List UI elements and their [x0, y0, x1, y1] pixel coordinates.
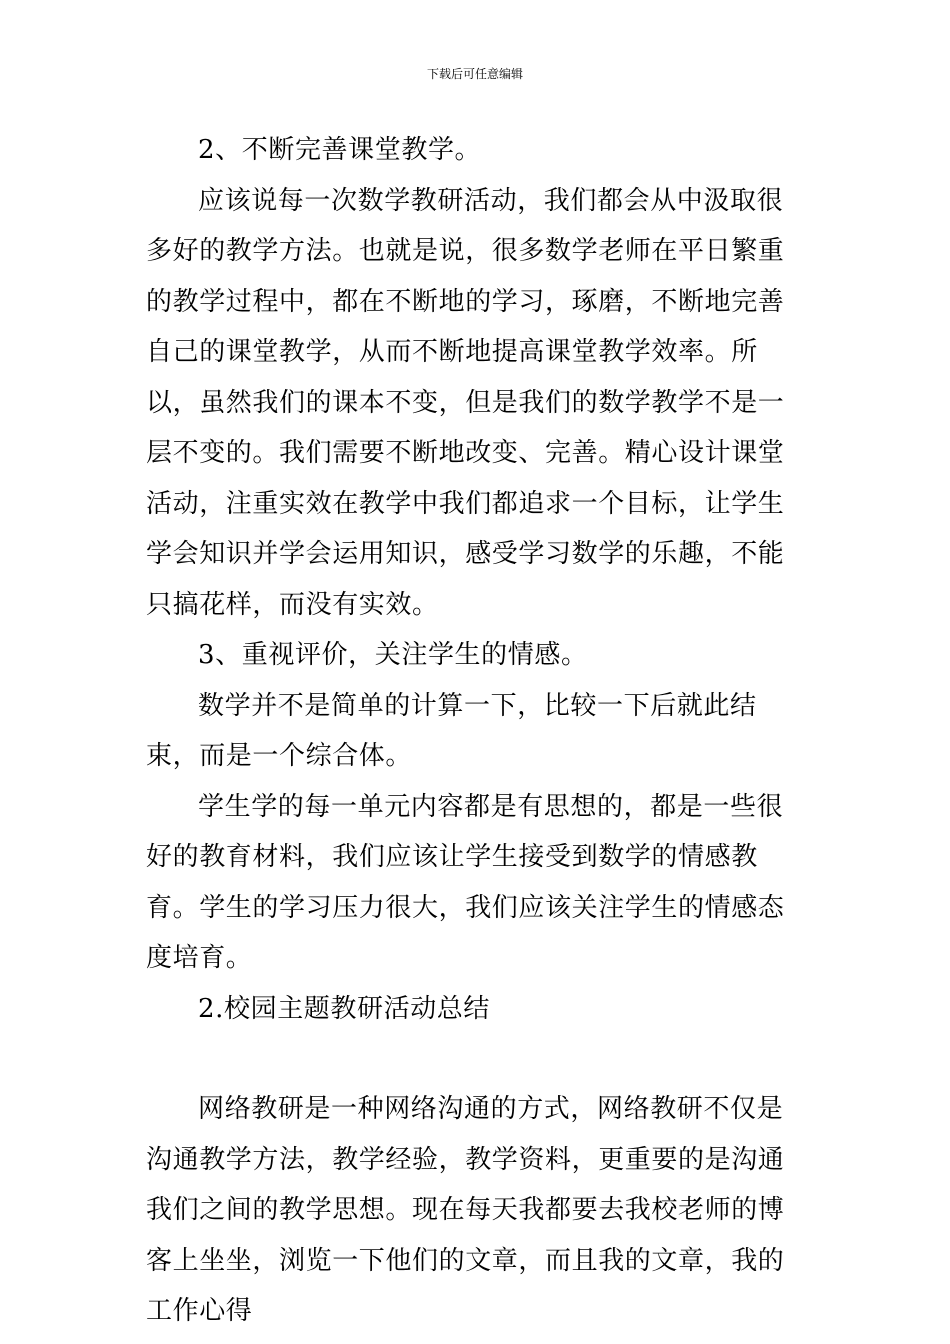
blank-line: [146, 1034, 808, 1084]
paragraph-online-research: 网络教研是一种网络沟通的方式，网络教研不仅是沟通教学方法，教学经验，教学资料，更重要的是沟通我们之间的教学思想。现在每天我都要去我校老师的博客上坐坐，浏览一下他们的文章，而且我的文章，我的工作心得: [146, 1094, 785, 1326]
paragraph-teaching-methods: 应该说每一次数学教研活动，我们都会从中汲取很多好的教学方法。也就是说，很多数学老师在平日繁重的教学过程中，都在不断地的学习，琢磨，不断地完善自己的课堂教学，从而不断地提高课堂教学效率。所以，虽然我们的课本不变，但是我们的数学教学不是一层不变的。我们需要不断地改变、完善。精心设计课堂活动，注重实效在教学中我们都追求一个目标，让学生学会知识并学会运用知识，感受学习数学的乐趣，不能只搞花样，而没有实效。: [146, 185, 785, 620]
paragraph-heading-3: 3、重视评价，关注学生的情感。: [198, 640, 588, 670]
paragraph-heading-2: 2、不断完善课堂教学。: [198, 135, 482, 165]
page-header: 下载后可任意编辑: [426, 67, 523, 81]
section-heading: 2.校园主题教研活动总结: [198, 993, 491, 1024]
paragraph-math-comprehensive: 数学并不是简单的计算一下，比较一下后就此结束，而是一个综合体。: [146, 690, 757, 771]
document-body: [146, 125, 808, 1337]
paragraph-emotional-education: 学生学的每一单元内容都是有思想的，都是一些很好的教育材料，我们应该让学生接受到数学的情感教育。学生的学习压力很大，我们应该关注学生的情感态度培育。: [146, 791, 785, 973]
